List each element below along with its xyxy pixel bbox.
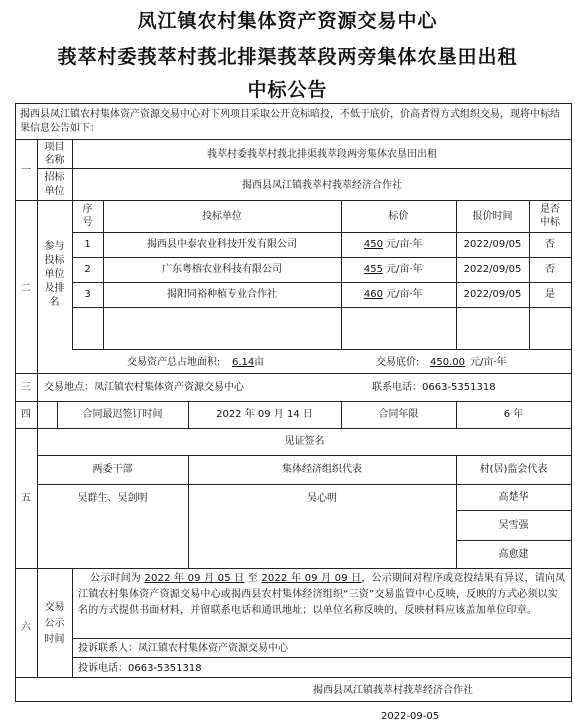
base-price-value: 450.00 <box>430 357 465 368</box>
witness-title: 见证签名 <box>284 436 325 447</box>
row-seq: 2 <box>84 264 91 275</box>
row-unit: 揭西县中泰农业科技开发有限公司 <box>147 239 297 250</box>
row-unit: 广东粤榕农业科技有限公司 <box>162 264 282 275</box>
title-line-2: 莪萃村委莪萃村莪北排渠莪萃段两旁集体农垦田出租 <box>57 46 518 68</box>
notice-side-label-1: 交易 <box>44 602 65 613</box>
section-three-label: 三 <box>21 382 31 393</box>
signature-supervisor-1: 高楚华 <box>498 492 529 503</box>
project-name-label-1: 项目 <box>44 142 65 153</box>
notice-end-date: 2022 年 09 月 09 日 <box>261 573 362 584</box>
contract-term-label: 合同年限 <box>378 409 419 420</box>
project-name-label-2: 名称 <box>44 155 65 166</box>
signature-cadres: 吴群生、吴剑明 <box>77 493 148 504</box>
notice-side-label-2: 公示 <box>44 618 65 629</box>
col-price-header: 标价 <box>388 211 409 222</box>
signature-supervisor-2: 吴雪强 <box>498 520 529 531</box>
row-price: 450 <box>363 239 383 250</box>
row-unit: 揭阳同裕种植专业合作社 <box>167 289 277 300</box>
area-value: 6.14 <box>232 357 255 368</box>
contact-phone: 联系电话：0663-5351318 <box>372 382 496 393</box>
row-win: 否 <box>545 264 555 275</box>
row-win: 是 <box>545 289 555 300</box>
col-seq-1: 序 <box>82 204 93 215</box>
row-time: 2022/09/05 <box>463 289 522 300</box>
trade-location: 交易地点：凤江镇农村集体资产资源交易中心 <box>44 382 244 393</box>
footer-date: 2022-09-05 <box>381 711 440 722</box>
bid-unit-label-1: 招标 <box>44 172 65 183</box>
section-one-label: 一 <box>21 165 31 176</box>
row-seq: 1 <box>84 239 91 250</box>
title-line-3: 中标公告 <box>247 79 328 101</box>
row-time: 2022/09/05 <box>463 264 522 275</box>
col-win-2: 中标 <box>540 217 560 228</box>
section-five-label: 五 <box>21 493 31 504</box>
row-price-unit: 元/亩·年 <box>386 289 423 300</box>
signature-econ-rep: 吴心明 <box>307 493 337 504</box>
signature-supervisor-3: 高愈建 <box>498 549 529 560</box>
footer-org: 揭西县凤江镇莪萃村莪萃经济合作社 <box>313 685 473 696</box>
witness-col-cadres: 两委干部 <box>92 464 133 475</box>
sign-deadline-label: 合同最迟签订时间 <box>82 409 163 420</box>
row-price: 455 <box>363 264 383 275</box>
notice-start-date: 2022 年 09 月 05 日 <box>144 573 245 584</box>
col-seq-2: 号 <box>82 217 93 228</box>
col-unit-header: 投标单位 <box>202 211 242 222</box>
sign-deadline-date: 2022 年 09 月 14 日 <box>216 409 313 420</box>
row-time: 2022/09/05 <box>463 239 522 250</box>
title-line-1: 凤江镇农村集体资产资源交易中心 <box>137 10 438 32</box>
col-time-header: 报价时间 <box>472 211 513 222</box>
notice-text: 公示时间为 2022 年 09 月 05 日 至 2022 年 09 月 09 日，公示期间对程序或竞投结果有异议，请向凤江镇农村集体资产资源交易中心或揭西县农村集体经济组织“三资”交易监管中心反映，反映的方式必须以实名的方式提供书面材料，并留联系电话和通讯地址；以单位名称反映的，反映材料应该盖加单位印章。 <box>78 573 566 616</box>
section-four-label: 四 <box>21 409 31 420</box>
witness-col-econ: 集体经济组织代表 <box>282 464 362 475</box>
row-price-unit: 元/亩·年 <box>386 239 423 250</box>
witness-col-supervisors: 村(居)监会代表 <box>479 464 548 475</box>
col-win-1: 是否 <box>540 204 560 215</box>
project-name-value: 莪萃村委莪萃村莪北排渠莪萃段两旁集体农垦田出租 <box>207 149 437 160</box>
row-price: 460 <box>363 289 383 300</box>
row-win: 否 <box>545 239 555 250</box>
row-price-unit: 元/亩·年 <box>386 264 423 275</box>
bid-unit-label-2: 单位 <box>44 186 65 197</box>
contract-term-value: 6 年 <box>503 409 524 420</box>
bid-unit-value: 揭西县凤江镇莪萃村莪萃经济合作社 <box>242 180 402 191</box>
complaint-phone: 投诉电话：0663-5351318 <box>78 663 202 674</box>
row-seq: 3 <box>84 289 91 300</box>
complaint-contact: 投诉联系人：凤江镇农村集体资产资源交易中心 <box>78 643 288 654</box>
section-two-label: 二 <box>21 283 31 294</box>
section-six-label: 六 <box>21 622 31 633</box>
notice-side-label-3: 时间 <box>44 634 65 645</box>
intro-text: 揭西县凤江镇农村集体资产资源交易中心对下列项目采取公开竞标暗投，不低于底价，价高者得方式组织交易，现将中标结果信息公告如下： <box>20 109 560 134</box>
